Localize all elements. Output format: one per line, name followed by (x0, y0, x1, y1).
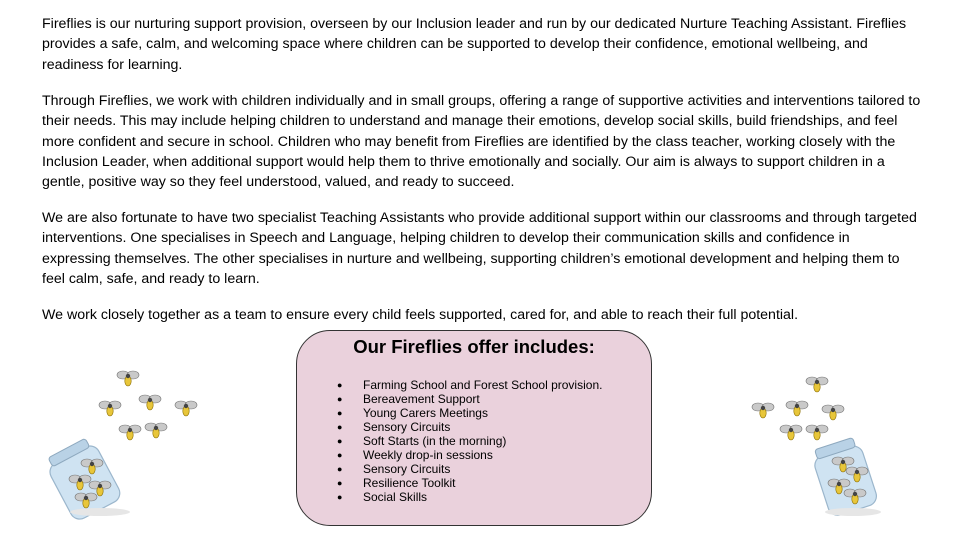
offer-item: ● Farming School and Forest School provision. (337, 378, 602, 392)
offer-item: ● Soft Starts (in the morning) (337, 434, 602, 448)
offer-item: ● Bereavement Support (337, 392, 602, 406)
offer-item: ● Resilience Toolkit (337, 476, 602, 490)
offer-list (337, 378, 602, 504)
offer-item: ● Sensory Circuits (337, 420, 602, 434)
offer-item: ● Social Skills (337, 490, 602, 504)
specialist-ta-paragraph: We are also fortunate to have two specialist Teaching Assistants who provide additional support within our classrooms and through targeted interventions. One specialises in Speech and Language, helping children to develop their communication skills and confidence in expressing themselves. The other specialises in nurture and wellbeing, supporting children’s emotional development and helping them to feel calm, safe, and ready to learn. (42, 210, 917, 287)
activities-paragraph: Through Fireflies, we work with children individually and in small groups, offering a range of supportive activities and interventions tailored to their needs. This may include helping children to understand and manage their emotions, develop social skills, build friendships, and feel more confident and secure in school. Children who may benefit from Fireflies are identified by the class teacher, working closely with the Inclusion Leader, when additional support would help them to thrive emotionally and socially. Our aim is always to support children in a gentle, positive way so they feel understood, valued, and ready to succeed. (42, 93, 921, 191)
intro-paragraph: Fireflies is our nurturing support provision, overseen by our Inclusion leader and run by our dedicated Nurture Teaching Assistant. Fireflies provides a safe, calm, and welcoming space where children can be supported to develop their confidence, emotional wellbeing, and readiness for learning. (42, 16, 907, 73)
offer-item: ● Sensory Circuits (337, 462, 602, 476)
firefly-jar-icon (40, 362, 210, 522)
team-paragraph: We work closely together as a team to ensure every child feels supported, cared for, and able to reach their full potential. (42, 307, 799, 323)
offer-item: ● Weekly drop-in sessions (337, 448, 602, 462)
offer-title: Our Fireflies offer includes: (353, 336, 595, 357)
offer-item: ● Young Carers Meetings (337, 406, 602, 420)
offer-box (296, 330, 652, 526)
firefly-jar-icon (745, 372, 895, 520)
